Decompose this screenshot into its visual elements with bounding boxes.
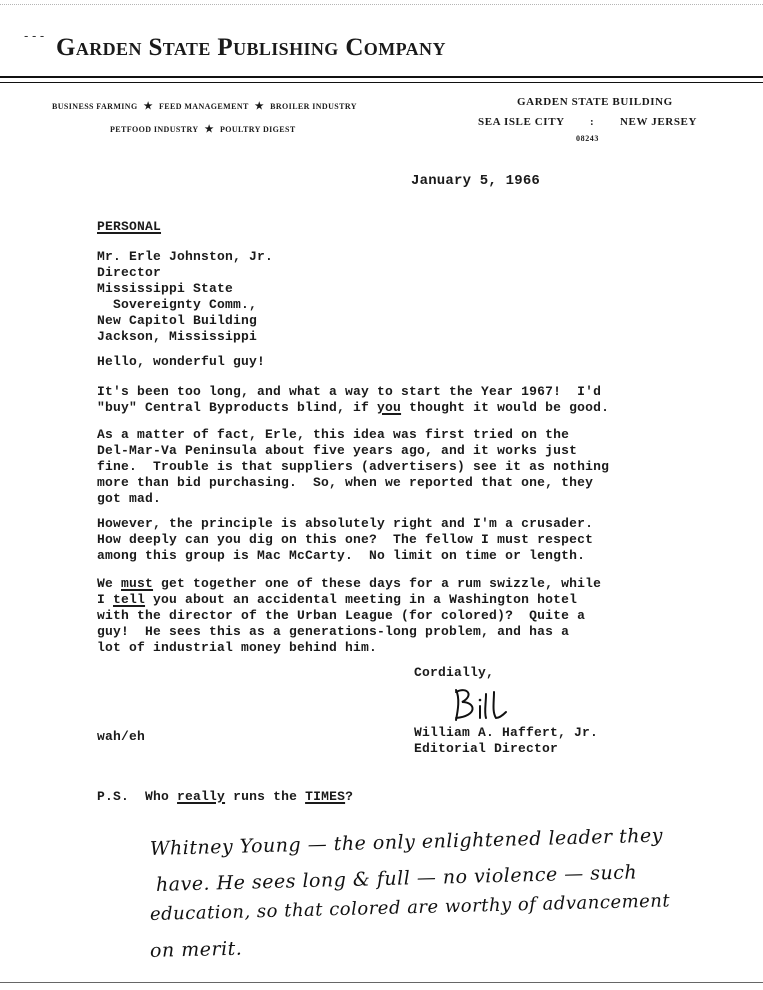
paragraph-line: "buy" Central Byproducts blind, if you thought it would be good. (97, 400, 610, 415)
paragraph-line: Del-Mar-Va Peninsula about five years ago, and it works just (97, 443, 578, 458)
recipient-line: Jackson, Mississippi (97, 329, 258, 344)
paragraph-line: among this group is Mac McCarty. No limit on time or length. (97, 548, 586, 563)
salutation: Hello, wonderful guy! (97, 354, 266, 369)
publication-business-farming: BUSINESS FARMING (52, 102, 138, 111)
paragraph-line: How deeply can you dig on this one? The fellow I must respect (97, 532, 594, 547)
publication-broiler-industry: BROILER INDUSTRY (270, 102, 357, 111)
paragraph-line: more than bid purchasing. So, when we reported that one, they (97, 475, 594, 490)
paragraph-line: It's been too long, and what a way to start the Year 1967! I'd (97, 384, 602, 399)
company-name: Garden State Publishing Company (56, 34, 446, 61)
recipient-line: Mississippi State (97, 281, 234, 296)
address-state: NEW JERSEY (620, 116, 698, 128)
underlined-word: really (177, 789, 226, 804)
paragraph-line: However, the principle is absolutely right and I'm a crusader. (97, 516, 594, 531)
star-icon: ★ (204, 124, 214, 135)
publications-line-1 (52, 101, 357, 112)
recipient-line: Mr. Erle Johnston, Jr. (97, 249, 274, 264)
publication-poultry-digest: POULTRY DIGEST (219, 125, 296, 134)
paragraph-3 (97, 516, 593, 564)
underlined-word: you (377, 400, 402, 415)
paragraph-line: lot of industrial money behind him. (97, 640, 378, 655)
address-separator: : (590, 116, 595, 128)
handwritten-note-line: have. He sees long & full — no violence — such (155, 861, 638, 896)
paragraph-4 (97, 576, 601, 656)
underlined-word: tell (113, 592, 146, 607)
underlined-word: TIMES (305, 789, 346, 804)
star-icon: ★ (143, 101, 153, 112)
handwritten-note-line: on merit. (149, 937, 243, 962)
signer-name: William A. Haffert, Jr. (414, 725, 599, 740)
typist-initials: wah/eh (97, 729, 146, 744)
handwritten-note-line: education, so that colored are worthy of advancement (149, 890, 671, 925)
publications-line-2 (110, 124, 296, 135)
recipient-line: Director (97, 265, 162, 280)
publication-petfood-industry: PETFOOD INDUSTRY (110, 125, 199, 134)
address-building: GARDEN STATE BUILDING (517, 96, 673, 108)
paragraph-line: We must get together one of these days for a rum swizzle, while (97, 576, 602, 591)
handwritten-note-line: Whitney Young — the only enlightened leader they (149, 824, 664, 860)
star-icon: ★ (254, 101, 265, 112)
paragraph-line: I tell you about an accidental meeting in a Washington hotel (97, 592, 578, 607)
recipient-line: Sovereignty Comm., (97, 297, 258, 312)
scan-edge-line (0, 4, 763, 5)
paragraph-1 (97, 384, 609, 416)
address-zip: 08243 (576, 134, 599, 143)
paragraph-line: As a matter of fact, Erle, this idea was first tried on the (97, 427, 570, 442)
signer-title: Editorial Director (414, 741, 559, 756)
postscript-label: P.S. (97, 789, 130, 804)
address-city: SEA ISLE CITY (478, 116, 565, 128)
signer-block (414, 725, 598, 757)
closing: Cordially, (414, 665, 495, 680)
scan-bottom-edge (0, 982, 763, 983)
recipient-address (97, 249, 273, 345)
scan-mark: - - - (24, 28, 45, 43)
paragraph-line: fine. Trouble is that suppliers (advertisers) see it as nothing (97, 459, 610, 474)
paragraph-line: with the director of the Urban League (for colored)? Quite a (97, 608, 586, 623)
letterhead-rule-thin (0, 82, 763, 83)
publication-feed-management: FEED MANAGEMENT (158, 102, 249, 111)
paragraph-line: got mad. (97, 491, 162, 506)
personal-marking: PERSONAL (97, 219, 162, 234)
signature-graphic (450, 684, 510, 724)
underlined-word: must (121, 576, 154, 591)
postscript: P.S. Who really runs the TIMES? (97, 789, 354, 804)
recipient-line: New Capitol Building (97, 313, 258, 328)
letter-date: January 5, 1966 (411, 173, 541, 189)
paragraph-2 (97, 427, 609, 507)
letterhead-rule-thick (0, 76, 763, 78)
paragraph-line: guy! He sees this as a generations-long problem, and has a (97, 624, 570, 639)
